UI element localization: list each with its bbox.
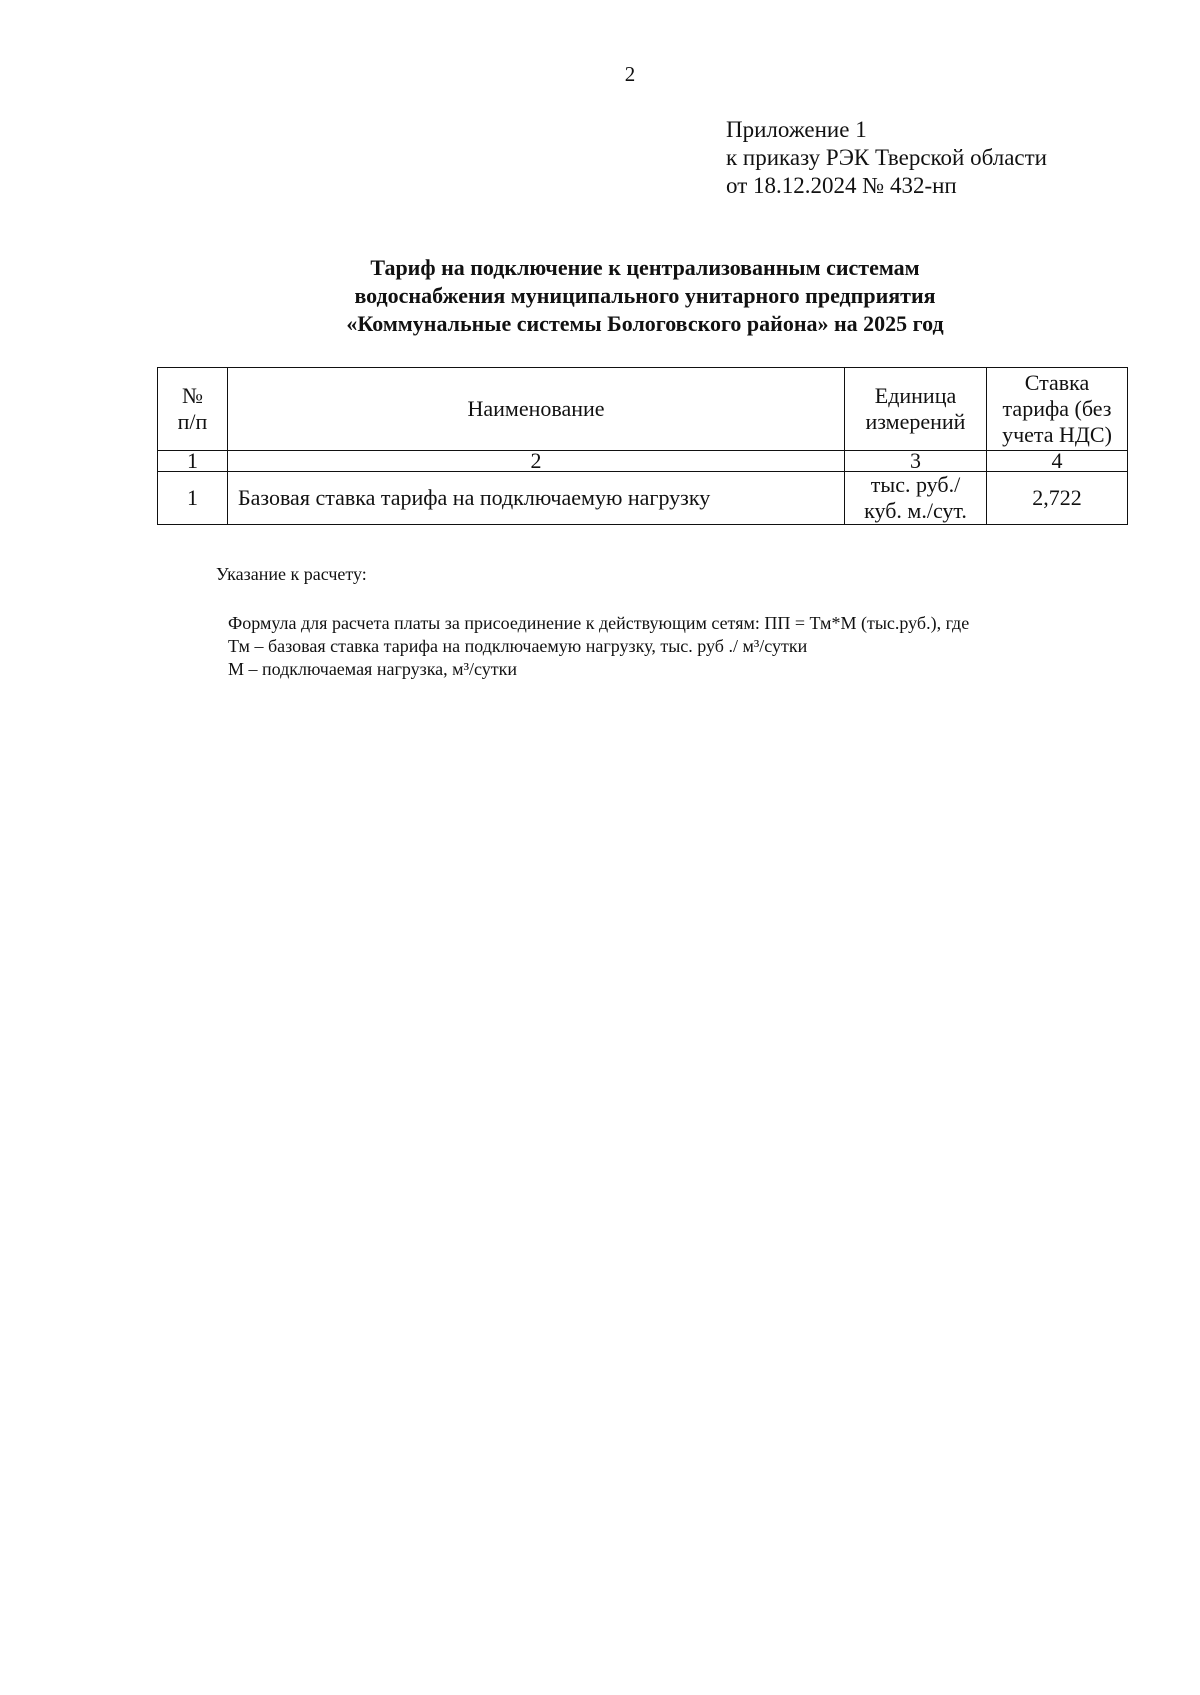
header-number xyxy=(158,368,228,451)
header-name xyxy=(228,368,845,451)
row-number: 1 xyxy=(158,472,228,525)
row-name: Базовая ставка тарифа на подключаемую нагрузку xyxy=(228,472,845,525)
header-rate-line-2: тарифа (без xyxy=(1002,396,1112,421)
row-unit xyxy=(845,472,987,525)
row-unit-line-1: тыс. руб./ xyxy=(870,472,961,497)
header-rate-line-3: учета НДС) xyxy=(1002,422,1112,447)
column-number-row xyxy=(158,451,1128,472)
annex-line-3: от 18.12.2024 № 432-нп xyxy=(726,173,957,198)
title-line-1: Тариф на подключение к централизованным системам xyxy=(370,255,920,280)
formula-line-2: Тм – базовая ставка тарифа на подключаемую нагрузку, тыс. руб ./ м³/сутки xyxy=(228,636,808,656)
header-rate-line-1: Ставка xyxy=(1024,370,1090,395)
header-unit xyxy=(845,368,987,451)
formula-line-3: М – подключаемая нагрузка, м³/сутки xyxy=(228,659,517,679)
table-row xyxy=(158,472,1128,525)
annex-reference xyxy=(726,116,1047,200)
column-number-2: 2 xyxy=(228,451,845,472)
header-unit-line-2: измерений xyxy=(865,409,966,434)
row-rate: 2,722 xyxy=(987,472,1128,525)
page-number: 2 xyxy=(624,62,636,86)
tariff-table xyxy=(157,367,1128,525)
header-number-line-2: п/п xyxy=(177,409,208,434)
calculation-note-heading: Указание к расчету: xyxy=(216,564,367,584)
column-number-1: 1 xyxy=(158,451,228,472)
title-line-2: водоснабжения муниципального унитарного предприятия xyxy=(354,283,936,308)
header-unit-line-1: Единица xyxy=(874,383,957,408)
header-number-line-1: № xyxy=(182,383,203,408)
row-unit-line-2: куб. м./сут. xyxy=(864,498,967,523)
annex-line-1: Приложение 1 xyxy=(726,117,867,142)
title-line-3: «Коммунальные системы Бологовского района» на 2025 год xyxy=(346,311,944,336)
formula-line-1: Формула для расчета платы за присоединение к действующим сетям: ПП = Тм*М (тыс.руб.), где xyxy=(228,613,970,633)
calculation-formula xyxy=(228,612,969,681)
table-header-row xyxy=(158,368,1128,451)
document-title xyxy=(150,254,1140,338)
header-rate xyxy=(987,368,1128,451)
annex-line-2: к приказу РЭК Тверской области xyxy=(726,145,1047,170)
column-number-3: 3 xyxy=(845,451,987,472)
header-name-label: Наименование xyxy=(467,396,605,421)
column-number-4: 4 xyxy=(987,451,1128,472)
